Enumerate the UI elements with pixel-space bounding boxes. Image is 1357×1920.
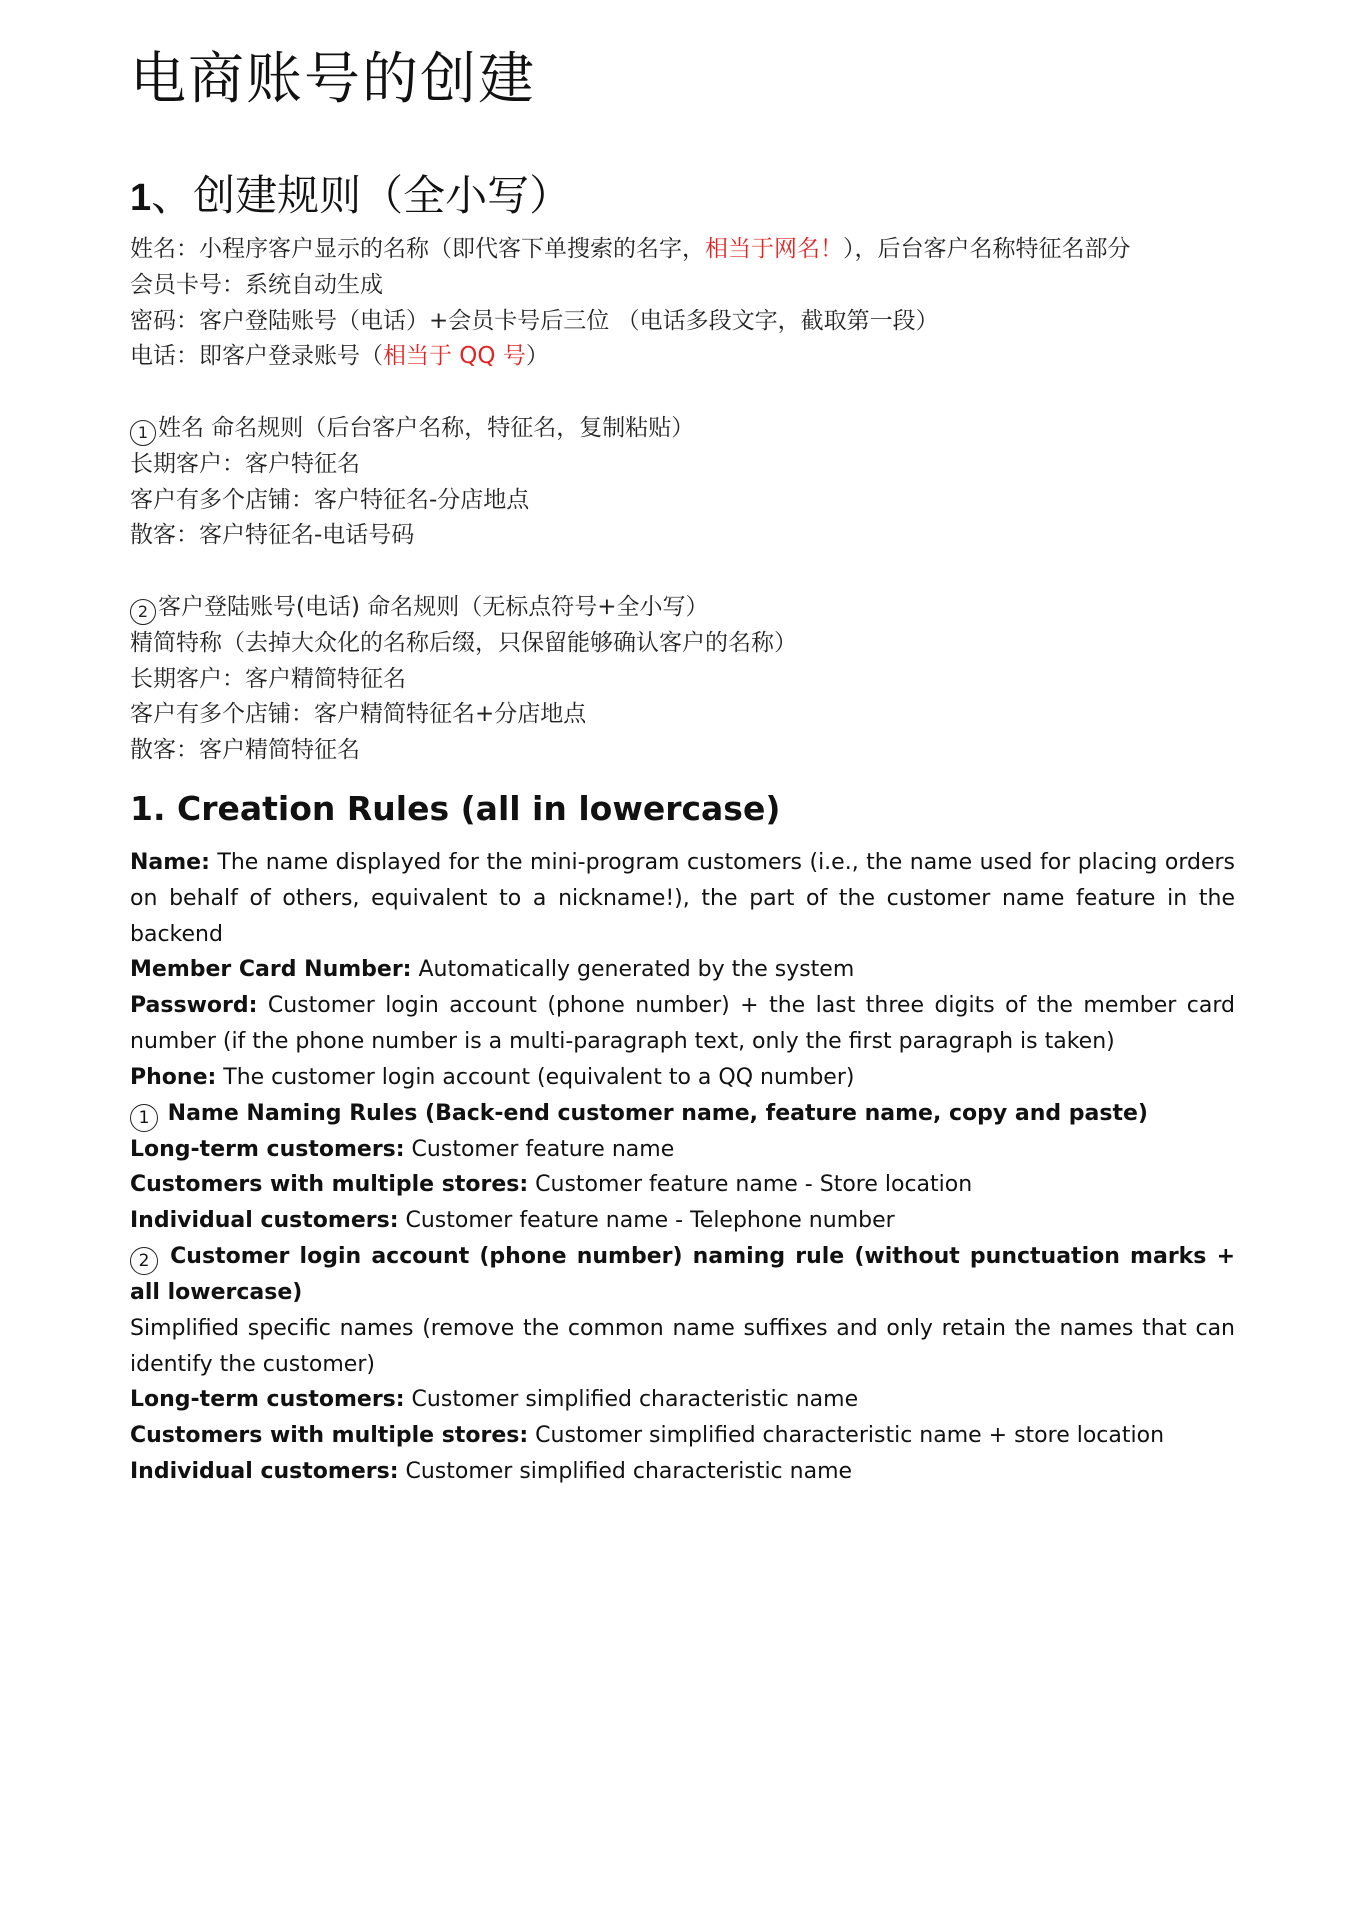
item-label: Long-term customers: <box>130 1136 405 1162</box>
circled-number-icon: 2 <box>130 599 156 625</box>
cn-name-text-end: ），后台客户名称特征名部分 <box>843 236 1131 262</box>
cn-rule2-title <box>130 590 1240 626</box>
cn-name-highlight: 相当于网名！ <box>705 236 843 262</box>
en-password-line <box>130 988 1235 1060</box>
cn-rule1-title <box>130 411 1240 447</box>
item-text: Customer simplified characteristic name <box>404 1387 859 1413</box>
page-title: 电商账号的创建 <box>130 47 536 112</box>
cn-card-line: 会员卡号：系统自动生成 <box>130 271 383 298</box>
item-label: Individual customers: <box>130 1458 399 1484</box>
item-label: Long-term customers: <box>130 1387 405 1413</box>
cn-rule2-item: 散客：客户精简特征名 <box>130 737 360 764</box>
en-password-text: Customer login account (phone number) + the last three digits of the member card number (if the phone number is a multi-paragraph text, only the first paragraph is taken) <box>130 993 1235 1054</box>
en-rule1-item <box>130 1203 1235 1239</box>
circled-number-icon: 2 <box>130 1247 158 1275</box>
cn-name-line <box>130 232 1240 268</box>
item-label: Customers with multiple stores: <box>130 1423 529 1449</box>
en-card-label: Member Card Number: <box>130 957 412 983</box>
en-rule1-item <box>130 1167 1235 1203</box>
item-text: Customer feature name <box>404 1136 675 1162</box>
section-heading-cn <box>130 166 571 228</box>
en-password-label: Password: <box>130 993 258 1019</box>
section-heading-text: 、创建规则（全小写） <box>151 171 572 220</box>
spacer <box>130 554 1240 590</box>
cn-rule2-item: 长期客户：客户精简特征名 <box>130 665 406 692</box>
cn-phone-line <box>130 339 1240 375</box>
item-text: Customer feature name - Telephone number <box>398 1208 895 1234</box>
item-label: Customers with multiple stores: <box>130 1172 529 1198</box>
cn-rule1-item: 长期客户：客户特征名 <box>130 450 360 477</box>
en-phone-label: Phone: <box>130 1064 217 1090</box>
chinese-rules <box>130 232 1240 769</box>
en-name-line <box>130 845 1235 952</box>
en-rule2-title-text: Customer login account (phone number) naming rule (without punctuation marks + all lowercase) <box>130 1243 1235 1305</box>
item-text: Customer simplified characteristic name <box>398 1458 853 1484</box>
item-label: Individual customers: <box>130 1208 399 1234</box>
cn-rule1-title-text: 姓名 命名规则（后台客户名称，特征名，复制粘贴） <box>158 414 695 441</box>
en-rule1-item <box>130 1132 1235 1168</box>
en-phone-text: The customer login account (equivalent to a QQ number) <box>216 1064 855 1090</box>
en-card-text: Automatically generated by the system <box>411 957 855 983</box>
en-name-label: Name: <box>130 850 210 875</box>
spacer <box>130 375 1240 411</box>
en-rule1-title-text: Name Naming Rules (Back-end customer name, feature name, copy and paste) <box>160 1100 1148 1126</box>
en-rule1-title <box>130 1096 1235 1132</box>
en-name-text: The name displayed for the mini-program customers (i.e., the name used for placing orders on behalf of others, equivalent to a nickname!), the part of the customer name feature in the backend <box>130 850 1235 947</box>
circled-number-icon: 1 <box>130 420 156 446</box>
item-text: Customer simplified characteristic name + store location <box>528 1423 1165 1449</box>
cn-rule1-item: 散客：客户特征名-电话号码 <box>130 522 415 549</box>
en-rule2-desc: Simplified specific names (remove the common name suffixes and only retain the names that can identify the customer) <box>130 1315 1235 1377</box>
cn-name-text: 姓名：小程序客户显示的名称（即代客下单搜索的名字， <box>130 236 705 262</box>
cn-rule2-item: 客户有多个店铺：客户精简特征名+分店地点 <box>130 701 587 728</box>
section-number: 1 <box>130 177 152 219</box>
section-heading-en: 1. Creation Rules (all in lowercase) <box>130 789 781 828</box>
cn-phone-text-end: ） <box>525 343 549 370</box>
en-rule2-item <box>130 1382 1235 1418</box>
cn-phone-text: 电话：即客户登录账号（ <box>130 343 383 370</box>
en-rule2-title <box>130 1239 1235 1311</box>
cn-rule1-item: 客户有多个店铺：客户特征名-分店地点 <box>130 486 530 513</box>
en-rule2-item <box>130 1454 1235 1490</box>
en-rule2-item <box>130 1418 1235 1454</box>
en-phone-line <box>130 1060 1235 1096</box>
cn-phone-highlight: 相当于 QQ 号 <box>383 343 526 370</box>
cn-rule2-item: 精简特称（去掉大众化的名称后缀，只保留能够确认客户的名称） <box>130 629 797 656</box>
circled-number-icon: 1 <box>130 1104 158 1132</box>
en-card-line <box>130 952 1235 988</box>
cn-rule2-title-text: 客户登陆账号(电话) 命名规则（无标点符号+全小写） <box>158 593 709 620</box>
english-rules <box>130 845 1235 1490</box>
cn-password-line: 密码：客户登陆账号（电话）+会员卡号后三位 （电话多段文字，截取第一段） <box>130 307 939 334</box>
item-text: Customer feature name - Store location <box>528 1172 973 1198</box>
